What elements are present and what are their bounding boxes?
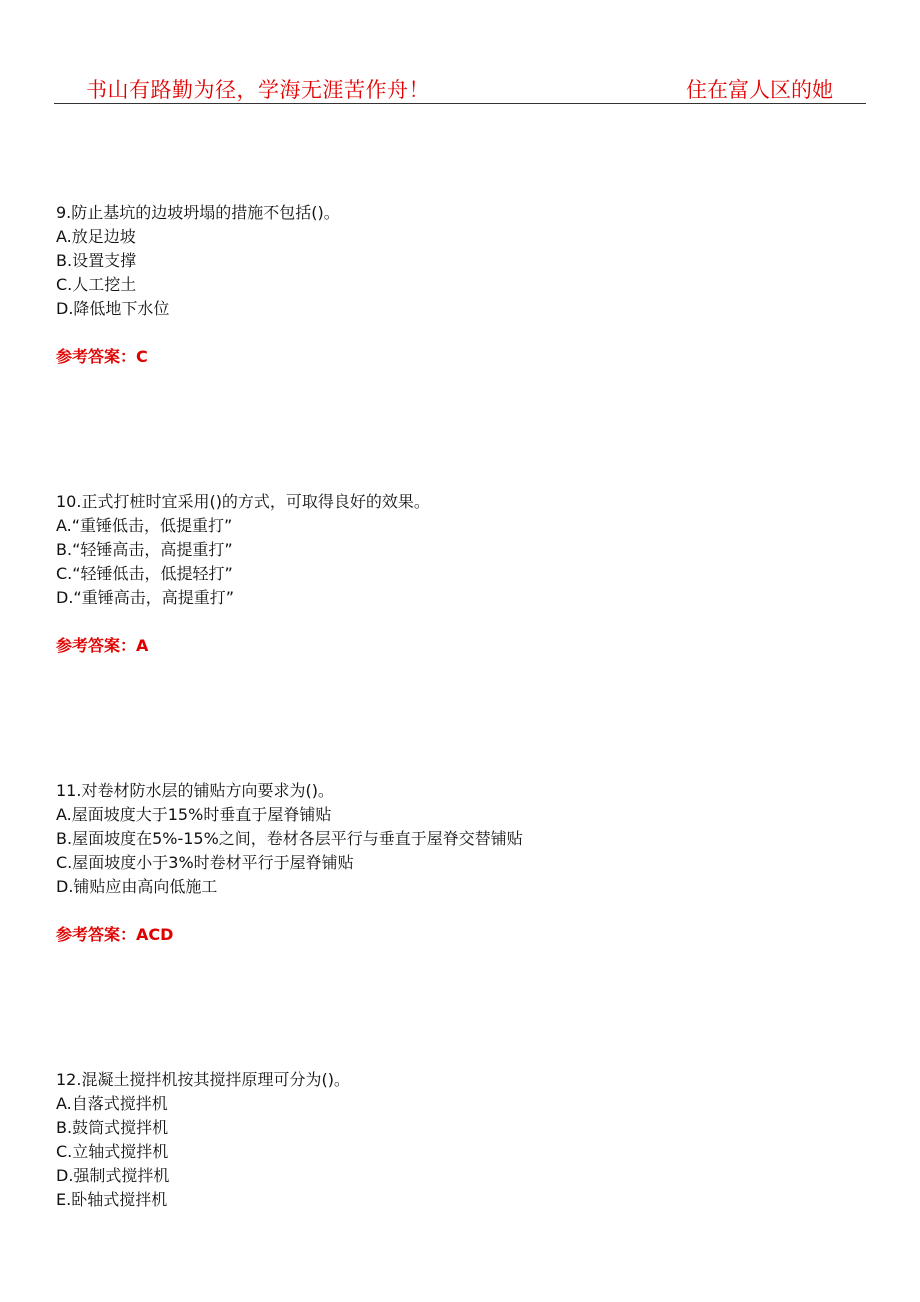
option-c: C.屋面坡度小于3%时卷材平行于屋脊铺贴 [56, 853, 354, 872]
option-b: B.屋面坡度在5%-15%之间，卷材各层平行与垂直于屋脊交替铺贴 [56, 829, 523, 848]
option-d: D.铺贴应由高向低施工 [56, 877, 218, 896]
question-10 [56, 490, 856, 656]
option-e: E.卧轴式搅拌机 [56, 1190, 168, 1209]
question-title: 12.混凝土搅拌机按其搅拌原理可分为()。 [56, 1070, 350, 1089]
question-title: 11.对卷材防水层的铺贴方向要求为()。 [56, 781, 334, 800]
question-title: 10.正式打桩时宜采用()的方式，可取得良好的效果。 [56, 492, 430, 511]
question-9 [56, 201, 856, 367]
option-a: A.放足边坡 [56, 227, 136, 246]
option-d: D.“重锤高击，高提重打” [56, 588, 234, 607]
option-a: A.“重锤低击，低提重打” [56, 516, 233, 535]
reference-answer: 参考答案：A [56, 636, 149, 655]
option-a: A.屋面坡度大于15%时垂直于屋脊铺贴 [56, 805, 332, 824]
option-b: B.设置支撑 [56, 251, 137, 270]
option-b: B.“轻锤高击，高提重打” [56, 540, 233, 559]
question-11 [56, 779, 856, 945]
option-c: C.“轻锤低击，低提轻打” [56, 564, 233, 583]
reference-answer: 参考答案：C [56, 347, 148, 366]
header-author: 住在富人区的她 [686, 78, 833, 102]
question-title: 9.防止基坑的边坡坍塌的措施不包括()。 [56, 203, 340, 222]
option-c: C.人工挖土 [56, 275, 137, 294]
question-12 [56, 1068, 856, 1212]
option-d: D.强制式搅拌机 [56, 1166, 170, 1185]
header-motto: 书山有路勤为径，学海无涯苦作舟！ [86, 78, 430, 102]
option-b: B.鼓筒式搅拌机 [56, 1118, 169, 1137]
option-d: D.降低地下水位 [56, 299, 170, 318]
page-header [54, 70, 866, 104]
option-c: C.立轴式搅拌机 [56, 1142, 169, 1161]
reference-answer: 参考答案：ACD [56, 925, 174, 944]
option-a: A.自落式搅拌机 [56, 1094, 168, 1113]
